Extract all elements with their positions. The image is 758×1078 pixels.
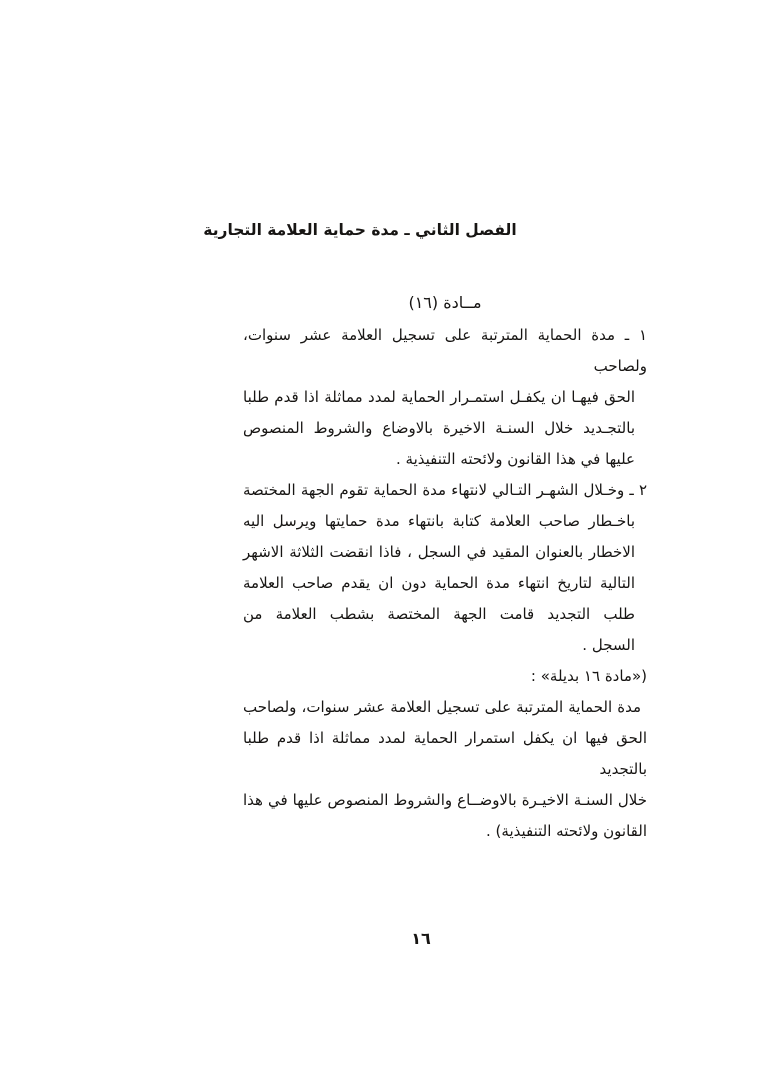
body-line: ١ ـ مدة الحماية المترتبة على تسجيل العلامة عشر سنوات، ولصاحب <box>243 326 647 375</box>
body-line: بالتجـديد خلال السنـة الاخيرة بالاوضاع والشروط المنصوص <box>243 419 635 437</box>
document-body <box>243 320 647 847</box>
body-line: عليها في هذا القانون ولائحته التنفيذية . <box>396 450 635 468</box>
body-line: باخـطار صاحب العلامة كتابة بانتهاء مدة حمايتها ويرسل اليه <box>243 512 635 530</box>
body-line: طلب التجديد قامت الجهة المختصة بشطب العلامة من <box>243 605 635 623</box>
body-line: («مادة ١٦ بديلة» : <box>530 667 647 685</box>
chapter-title: الفصل الثاني ـ مدة حماية العلامة التجارية <box>203 221 517 239</box>
body-line: مدة الحماية المترتبة على تسجيل العلامة عشر سنوات، ولصاحب <box>243 698 641 716</box>
body-line: ٢ ـ وخـلال الشهـر التـالي لانتهاء مدة الحماية تقوم الجهة المختصة <box>243 481 647 499</box>
body-line: الحق فيهـا ان يكفـل استمـرار الحماية لمدد مماثلة اذا قدم طلبا <box>243 388 635 406</box>
page-number: ١٦ <box>411 929 431 948</box>
body-line: الحق فيها ان يكفل استمرار الحماية لمدد مماثلة اذا قدم طلبا بالتجديد <box>243 729 647 778</box>
body-line: خلال السنـة الاخيـرة بالاوضــاع والشروط المنصوص عليها في هذا <box>243 791 647 809</box>
article-heading: مــادة (١٦) <box>408 293 482 312</box>
body-line: السجل . <box>582 636 635 654</box>
body-line: التالية لتاريخ انتهاء مدة الحماية دون ان يقدم صاحب العلامة <box>243 574 635 592</box>
body-line: القانون ولائحته التنفيذية) . <box>486 822 647 840</box>
body-line: الاخطار بالعنوان المقيد في السجل ، فاذا انقضت الثلاثة الاشهر <box>243 543 635 561</box>
